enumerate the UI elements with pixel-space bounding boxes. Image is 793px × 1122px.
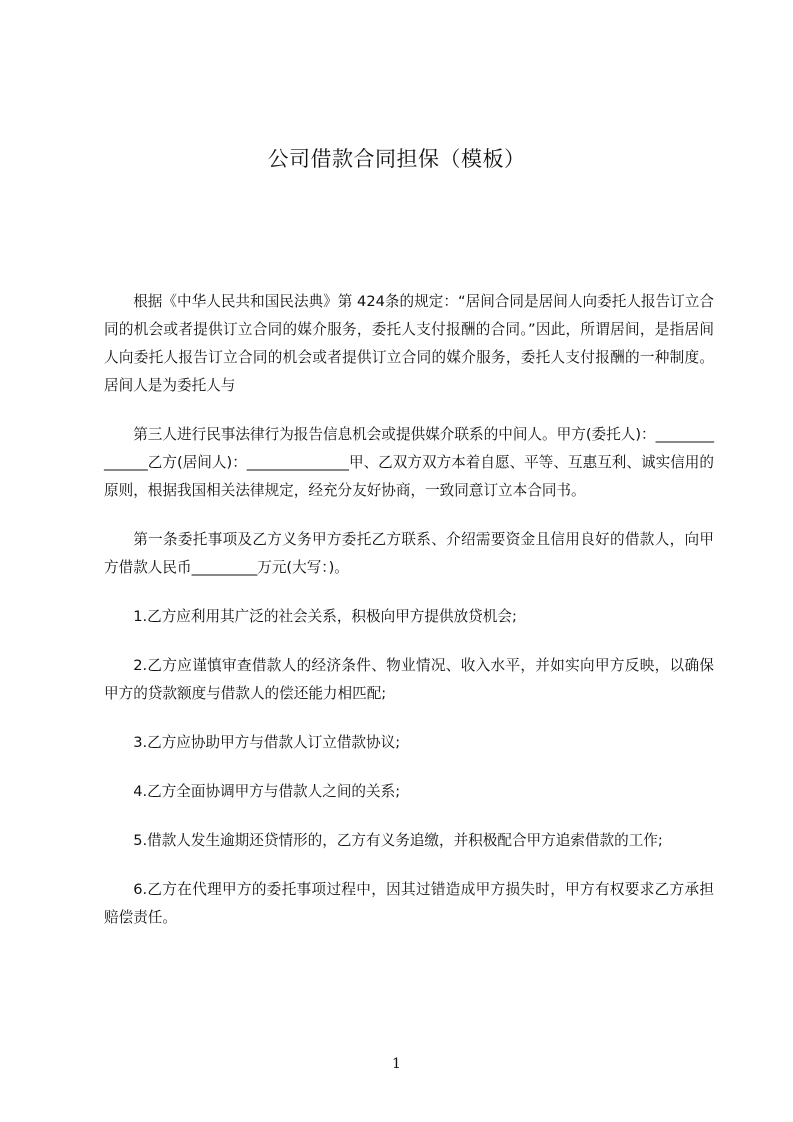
paragraph-item-1: 1.乙方应利用其广泛的社会关系，积极向甲方提供放贷机会; [133, 608, 517, 625]
paragraph-preamble: 根据《中华人民共和国民法典》第 424条的规定：“居间合同是居间人向委托人报告订立合同的机会或者提供订立合同的媒介服务，委托人支付报酬的合同。”因此，所谓居间，是指居间人向委托人报告订立合同的机会或者提供订立合同的媒介服务，委托人支付报酬的一种制度。居间人是为委托人与 [104, 293, 714, 394]
paragraph-item-3: 3.乙方应协助甲方与借款人订立借款协议; [133, 734, 401, 751]
paragraph-item-2: 2.乙方应谨慎审查借款人的经济条件、物业情况、收入水平，并如实向甲方反映，以确保甲方的贷款额度与借款人的偿还能力相匹配; [104, 657, 714, 702]
paragraph-item-5: 5.借款人发生逾期还贷情形的，乙方有义务追缴，并积极配合甲方追索借款的工作; [133, 832, 663, 849]
paragraph-item-6: 6.乙方在代理甲方的委托事项过程中，因其过错造成甲方损失时，甲方有权要求乙方承担赔偿责任。 [104, 881, 714, 926]
paragraph-item-4: 4.乙方全面协调甲方与借款人之间的关系; [133, 783, 401, 800]
page-number: 1 [392, 1056, 401, 1072]
paragraph-parties: 第三人进行民事法律行为报告信息机会或提供媒介联系的中间人。甲方(委托人)：______________乙方(居间人)：______________甲、乙双方双方本着自愿、平等、互惠互利、诚实信用的原则，根据我国相关法律规定，经充分友好协商，一致同意订立本合同书。 [104, 426, 714, 499]
document-title: 公司借款合同担保（模板） [267, 147, 526, 171]
document-body [104, 288, 714, 932]
paragraph-article-1: 第一条委托事项及乙方义务甲方委托乙方联系、介绍需要资金且信用良好的借款人，向甲方借款人民币_________万元(大写：)。 [104, 531, 714, 576]
